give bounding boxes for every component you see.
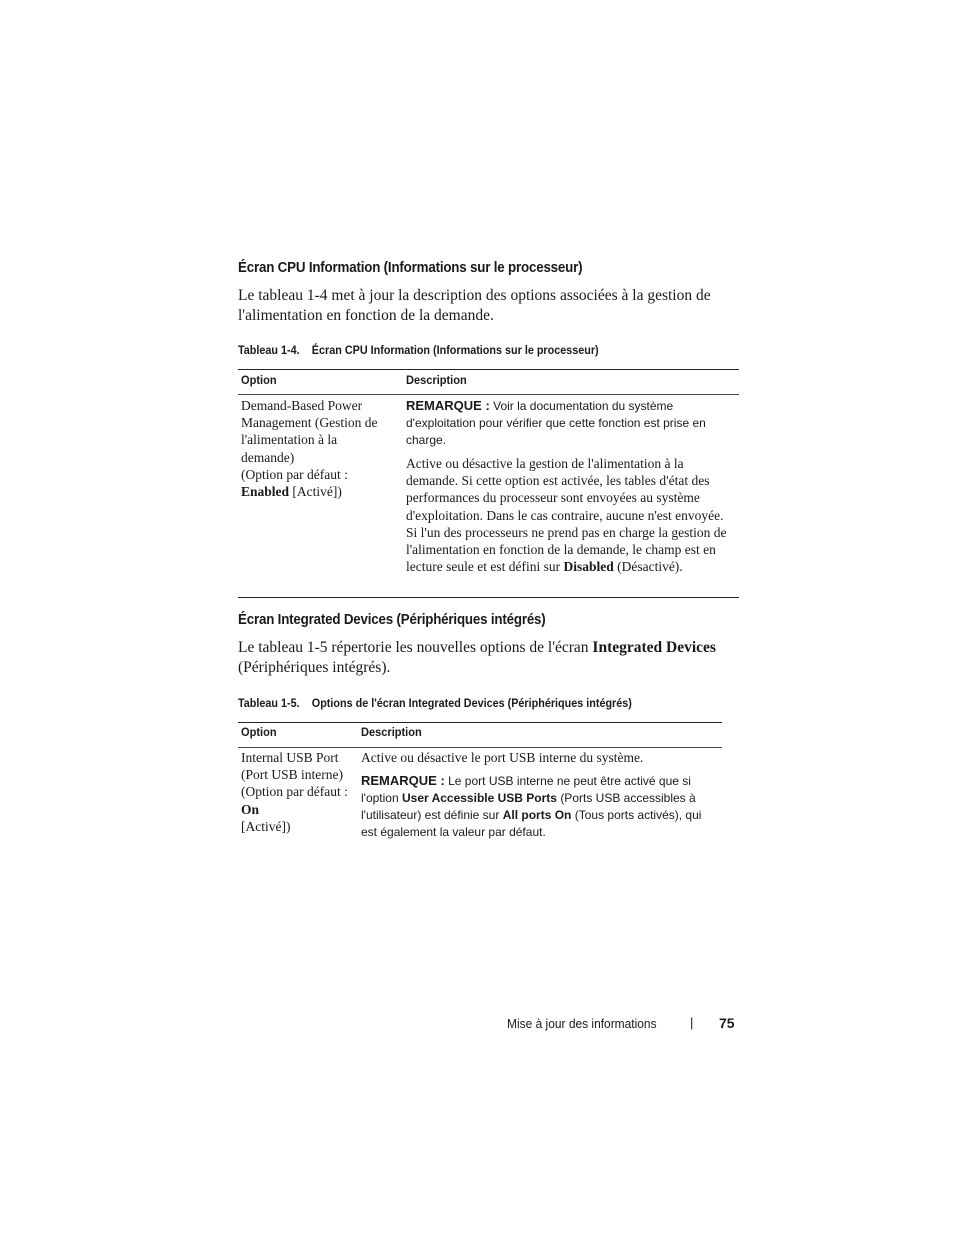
- option-name: Demand-Based Power Management (Gestion de l'alimentation à la demande): [241, 398, 378, 465]
- note-text: (Tous ports activés), qui est également la valeur par défaut.: [361, 808, 702, 840]
- table-header-rule: [238, 394, 739, 395]
- note-text: Le port USB interne ne peut être activé que si l'option: [361, 774, 691, 806]
- table-cell-option: [241, 397, 391, 500]
- section-heading-integrated-devices: Écran Integrated Devices (Périphériques intégrés): [238, 612, 546, 628]
- option-default-value: On: [241, 801, 260, 817]
- table-caption-1-4: [238, 343, 599, 357]
- note: [406, 397, 734, 449]
- option-default-suffix: [Activé]): [241, 818, 291, 834]
- description-end: (Désactivé).: [617, 559, 683, 575]
- note: [361, 772, 717, 841]
- table-caption-title: Écran CPU Information (Informations sur le processeur): [311, 343, 599, 357]
- table-cell-option: [241, 749, 353, 835]
- table-top-rule: [238, 369, 739, 370]
- column-header-option: Option: [241, 725, 277, 739]
- description-bold-value: Disabled: [563, 559, 614, 575]
- section-heading-cpu-information: Écran CPU Information (Informations sur le processeur): [238, 260, 583, 276]
- column-header-description: Description: [361, 725, 422, 739]
- column-header-option: Option: [241, 373, 277, 387]
- section-intro-cpu: Le tableau 1-4 met à jour la description des options associées à la gestion de l'alimentation en fonction de la demande.: [238, 287, 711, 324]
- note-text: (Ports USB accessibles à l'utilisateur) est définie sur: [361, 791, 696, 823]
- table-caption-1-5: [238, 696, 632, 710]
- intro-bold: Integrated Devices: [592, 639, 716, 656]
- note-label: REMARQUE :: [406, 398, 490, 413]
- table-caption-title: Options de l'écran Integrated Devices (Périphériques intégrés): [311, 696, 632, 710]
- table-bottom-rule: [238, 597, 739, 598]
- note-text: Voir la documentation du système d'exploitation pour vérifier que cette fonction est prise en charge.: [406, 399, 706, 447]
- note-label: REMARQUE :: [361, 773, 445, 789]
- option-default-prefix: (Option par défaut :: [241, 784, 348, 800]
- note-bold-option: User Accessible USB Ports: [402, 791, 557, 806]
- option-default-value: Enabled: [241, 484, 290, 500]
- option-default: [241, 783, 353, 835]
- page-number: 75: [719, 1015, 735, 1031]
- column-header-description: Description: [406, 373, 467, 387]
- table-caption-number: Tableau 1-4.: [238, 343, 300, 357]
- intro-start: Le tableau 1-5 répertorie les nouvelles options de l'écran: [238, 639, 589, 656]
- section-intro-integrated-devices: [238, 638, 738, 677]
- description-text: [406, 455, 734, 575]
- option-default-prefix: (Option par défaut :: [241, 466, 348, 482]
- intro-end: (Périphériques intégrés).: [238, 658, 391, 676]
- option-name: Internal USB Port (Port USB interne): [241, 750, 343, 783]
- footer-section-title: Mise à jour des informations: [507, 1016, 657, 1031]
- option-default-suffix: [Activé]): [292, 484, 342, 500]
- table-header-rule: [238, 747, 722, 748]
- footer-separator: |: [690, 1015, 694, 1030]
- table-caption-number: Tableau 1-5.: [238, 696, 300, 710]
- note-bold-value: All ports On: [502, 808, 572, 823]
- option-default: [241, 466, 391, 500]
- table-cell-description: [406, 397, 734, 575]
- table-top-rule: [238, 722, 722, 723]
- description-body: Active ou désactive la gestion de l'alimentation à la demande. Si cette option est activée, les tables d'état des performances du processeur sont envoyées au système d'exploitation. Dans le cas contraire, aucune n'est envoyée. Si l'un des processeurs ne prend pas en charge la gestion de l'alimentation en fonction de la demande, le champ est en lecture seule et est défini sur: [406, 456, 727, 575]
- description-text: Active ou désactive le port USB interne du système.: [361, 750, 644, 765]
- table-cell-description: [361, 749, 717, 841]
